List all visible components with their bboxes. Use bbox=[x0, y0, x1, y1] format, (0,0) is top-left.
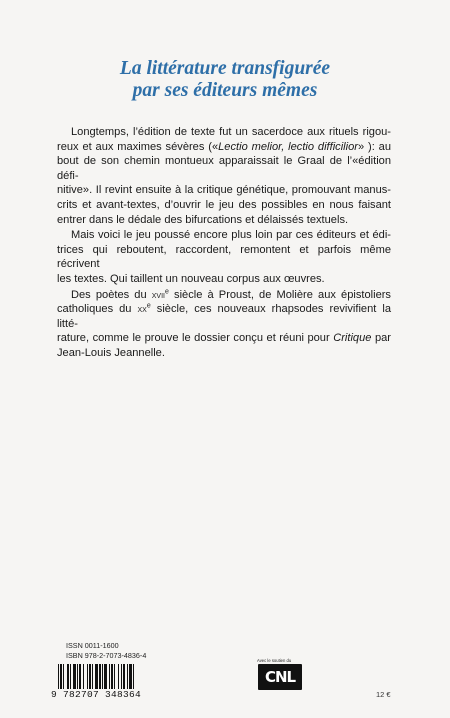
text-line: les textes. Qui taillent un nouveau corpus aux œuvres. bbox=[57, 272, 325, 285]
paragraph-2 bbox=[57, 228, 391, 286]
cnl-logo-icon: CNL bbox=[258, 664, 302, 690]
text-line: rature, comme le prouve le dossier conçu et réuni pour Critique par bbox=[57, 332, 391, 345]
book-title bbox=[0, 58, 450, 102]
journal-name: Critique bbox=[333, 332, 372, 345]
text-line: Mais voici le jeu poussé encore plus loin par ces éditeurs et édi- bbox=[71, 229, 391, 242]
issn-number: ISSN 0011-1600 bbox=[66, 641, 119, 650]
title-line-2: par ses éditeurs mêmes bbox=[132, 80, 318, 101]
text-line: crits et avant-textes, d’ouvrir le jeu des possibles en nous faisant bbox=[57, 198, 391, 211]
title-line-1: La littérature transfigurée bbox=[119, 58, 331, 79]
isbn-number: ISBN 978-2-7073-4836-4 bbox=[66, 651, 147, 660]
text-line: Longtemps, l’édition de texte fut un sacerdoce aux rituels rigou- bbox=[71, 126, 391, 138]
text-line: bout de son chemin montueux apparaissait le Graal de l’«édition défi- bbox=[57, 155, 391, 182]
cnl-support-logo bbox=[257, 658, 311, 690]
paragraph-3 bbox=[57, 288, 391, 361]
text-line: reux et aux maximes sévères («Lectio melior, lectio difficilior» ): au bbox=[57, 140, 391, 153]
text-line: Des poètes du xvii$^e$ siècle à Proust, de Molière aux épistoliers bbox=[71, 287, 391, 301]
text-line: catholiques du $xx^e$ siècle, ces nouveaux rhapsodes revivifient la litté- bbox=[57, 302, 392, 330]
paragraph-1 bbox=[57, 125, 391, 227]
cnl-caption: Avec le soutien du bbox=[257, 658, 292, 663]
latin-quote: Lectio melior, lectio difficilior bbox=[218, 140, 358, 153]
text-line: trices qui reboutent, raccordent, remontent et parfois même récrivent bbox=[57, 243, 391, 271]
text-line: nitive». Il revint ensuite à la critique génétique, promouvant manus- bbox=[57, 184, 391, 197]
identifier-block bbox=[66, 641, 146, 661]
blurb-text bbox=[57, 125, 391, 362]
price-label: 12 € bbox=[376, 690, 391, 699]
barcode-digits: 9 782707 348364 bbox=[51, 689, 179, 700]
text-line: entrer dans le dédale des bifurcations et délaissés textuels. bbox=[57, 213, 349, 226]
text-line: Jean-Louis Jeannelle. bbox=[57, 346, 165, 359]
